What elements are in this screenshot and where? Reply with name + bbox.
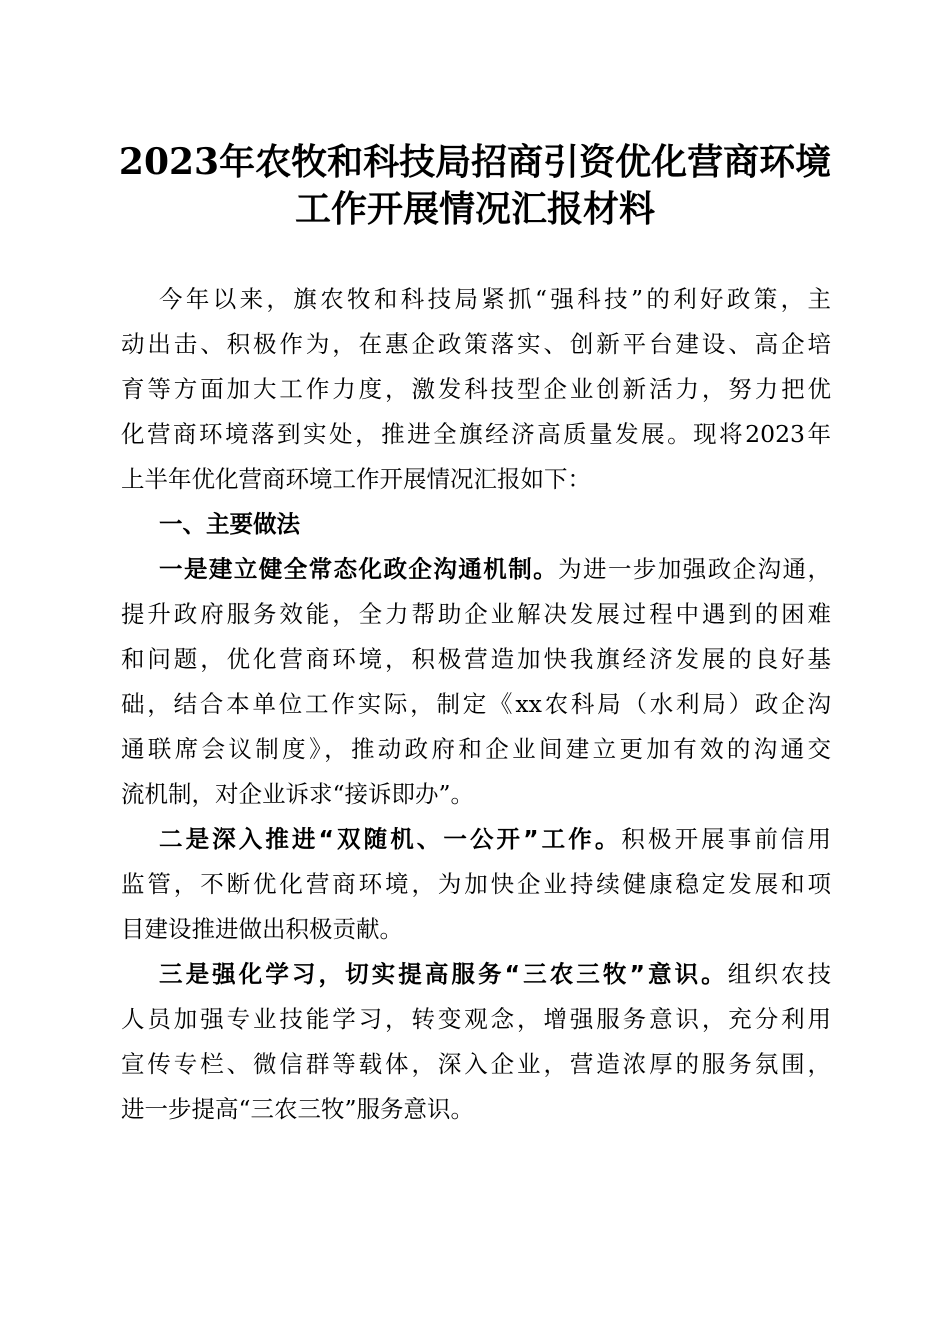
section-heading-text: 一、主要做法 xyxy=(159,510,300,538)
intro-line: 上半年优化营商环境工作开展情况汇报如下： xyxy=(121,465,591,493)
item3-first-line-rest: 组织农技 xyxy=(727,960,832,988)
item1-lead: 一是建立健全常态化政企沟通机制。 xyxy=(159,555,559,583)
item2-lead: 二是深入推进“双随机、一公开”工作。 xyxy=(159,825,622,853)
intro-line: 动出击、积极作为，在惠企政策落实、创新平台建设、高企培 xyxy=(121,330,831,358)
item2-line: 目建设推进做出积极贡献。 xyxy=(121,915,403,943)
item3-first-line xyxy=(159,958,831,990)
item2-first-line-rest: 积极开展事前信用 xyxy=(621,825,832,853)
item3-line: 宣传专栏、微信群等载体，深入企业，营造浓厚的服务氛围， xyxy=(121,1050,831,1078)
item1-line: 通联席会议制度》，推动政府和企业间建立更加有效的沟通交 xyxy=(121,735,831,763)
section-heading xyxy=(159,508,831,540)
document-title-line-1: 2023年农牧和科技局招商引资优化营商环境 xyxy=(118,141,832,183)
item2-line: 监管，不断优化营商环境，为加快企业持续健康稳定发展和项 xyxy=(121,870,831,898)
item1-line: 和问题，优化营商环境，积极营造加快我旗经济发展的良好基 xyxy=(121,645,831,673)
item1-first-line-rest: 为进一步加强政企沟通， xyxy=(558,555,832,583)
item3-line: 人员加强专业技能学习，转变观念，增强服务意识，充分利用 xyxy=(121,1005,831,1033)
item1-first-line xyxy=(159,553,831,585)
intro-line: 今年以来，旗农牧和科技局紧抓“强科技”的利好政策，主 xyxy=(159,285,831,313)
item1-line: 础，结合本单位工作实际，制定《xx农科局（水利局）政企沟 xyxy=(121,690,831,718)
intro-line: 育等方面加大工作力度，激发科技型企业创新活力，努力把优 xyxy=(121,375,831,403)
item3-line: 进一步提高“三农三牧”服务意识。 xyxy=(121,1095,475,1123)
intro-line: 化营商环境落到实处，推进全旗经济高质量发展。现将2023年 xyxy=(121,420,831,448)
item1-line: 流机制，对企业诉求“接诉即办”。 xyxy=(121,780,475,808)
item1-line: 提升政府服务效能，全力帮助企业解决发展过程中遇到的困难 xyxy=(121,600,831,628)
item3-lead: 三是强化学习，切实提高服务“三农三牧”意识。 xyxy=(159,960,728,988)
document-title-line-2: 工作开展情况汇报材料 xyxy=(294,188,655,230)
item2-first-line xyxy=(159,823,831,855)
